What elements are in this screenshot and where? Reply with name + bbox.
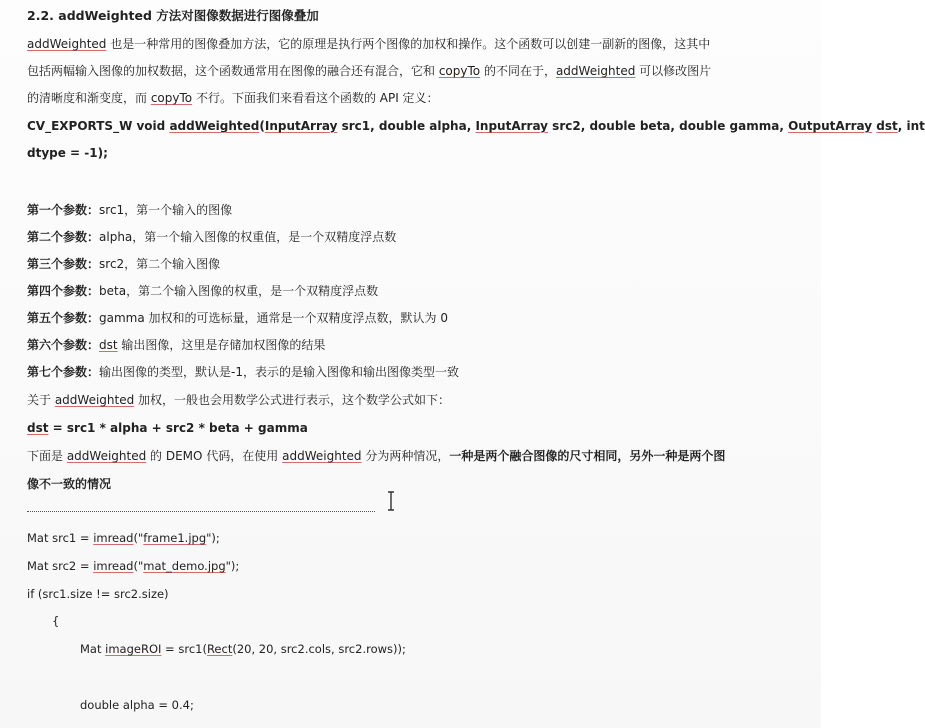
param-2 <box>27 229 396 245</box>
term-outputarray: OutputArray <box>788 119 873 133</box>
param-3 <box>27 256 220 272</box>
param-desc: alpha，第一个输入图像的权重值，是一个双精度浮点数 <box>99 230 397 244</box>
term-addweighted: addWeighted <box>282 449 362 463</box>
api-text: src2, double beta, double gamma, <box>548 119 789 133</box>
demo-intro-text: 的 DEMO 代码，在使用 <box>146 449 283 463</box>
code-text: = src1( <box>161 642 207 656</box>
param-desc: gamma 加权和的可选标量，通常是一个双精度浮点数，默认为 0 <box>99 311 448 325</box>
formula-intro-text: 关于 <box>27 393 55 407</box>
term-addweighted: addWeighted <box>27 37 107 51</box>
term-copyto: copyTo <box>150 91 193 105</box>
term-filename: mat_demo.jpg <box>143 559 226 573</box>
code-text: (20, 20, src2.cols, src2.rows)); <box>232 642 406 656</box>
formula <box>27 420 308 436</box>
param-label: 第三个参数： <box>27 257 100 271</box>
demo-intro-emphasis: 一种是两个融合图像的尺寸相同，另外一种是两个图 <box>449 449 726 463</box>
term-rect: Rect <box>206 642 233 656</box>
api-text: src1, double alpha, <box>337 119 476 133</box>
demo-intro-emphasis: 像不一致的情况 <box>27 477 112 491</box>
code-line-6 <box>80 697 194 713</box>
formula-text: = src1 * alpha + src2 * beta + gamma <box>48 421 308 435</box>
code-text: Mat src2 = <box>27 559 94 573</box>
term-imread: imread <box>93 531 134 545</box>
code-text: Mat src1 = <box>27 531 94 545</box>
param-7 <box>27 364 459 380</box>
term-addweighted: addWeighted <box>66 449 147 463</box>
code-text: (" <box>133 531 144 545</box>
term-dst: dst <box>876 119 898 133</box>
param-desc: beta，第二个输入图像的权重，是一个双精度浮点数 <box>99 284 379 298</box>
intro-line-3 <box>27 90 439 106</box>
code-line-1 <box>27 530 220 546</box>
code-text: double alpha = 0.4; <box>80 698 194 712</box>
intro-text: 可以修改图片 <box>635 64 712 78</box>
text-cursor-icon <box>386 491 396 511</box>
demo-intro-line-1 <box>27 448 725 464</box>
section-heading <box>27 8 319 24</box>
term-dst: dst <box>27 421 49 435</box>
code-line-3 <box>27 586 169 602</box>
param-4 <box>27 283 378 299</box>
term-filename: frame1.jpg <box>143 531 207 545</box>
demo-intro-text: 分为两种情况， <box>361 449 450 463</box>
demo-intro-line-2 <box>27 476 111 492</box>
param-1 <box>27 202 232 218</box>
intro-line-2 <box>27 63 711 79</box>
term-dst: dst <box>99 338 118 352</box>
param-desc: src1，第一个输入的图像 <box>99 203 233 217</box>
code-line-2 <box>27 558 239 574</box>
code-line-4 <box>52 613 59 629</box>
demo-intro-text: 下面是 <box>27 449 67 463</box>
api-text: dtype = -1); <box>27 146 108 160</box>
code-text: Mat <box>80 642 106 656</box>
code-line-5 <box>80 641 406 657</box>
param-6 <box>27 337 325 353</box>
param-label: 第六个参数： <box>27 338 100 352</box>
api-signature-line-1 <box>27 118 925 134</box>
intro-text: 不行。下面我们来看看这个函数的 API 定义： <box>192 91 439 105</box>
term-addweighted: addWeighted <box>555 64 636 78</box>
code-text: (" <box>133 559 144 573</box>
heading-number: 2.2. <box>27 8 54 23</box>
param-5 <box>27 310 448 326</box>
intro-text: 的清晰度和渐变度，而 <box>27 91 151 105</box>
param-label: 第四个参数： <box>27 284 100 298</box>
intro-line-1 <box>27 36 710 52</box>
heading-text: 方法对图像数据进行图像叠加 <box>151 8 319 23</box>
formula-intro-text: 加权，一般也会用数学公式进行表示，这个数学公式如下： <box>134 393 451 407</box>
param-label: 第五个参数： <box>27 311 100 325</box>
intro-text: 也是一种常用的图像叠加方法，它的原理是执行两个图像的加权和操作。这个函数可以创建一副新的图像，这其中 <box>106 37 711 51</box>
param-desc: 输出图像，这里是存储加权图像的结果 <box>117 338 326 352</box>
api-text: , int <box>897 119 925 133</box>
param-label: 第七个参数： <box>27 365 100 379</box>
formula-intro <box>27 392 450 408</box>
code-text: { <box>52 614 60 628</box>
param-label: 第二个参数： <box>27 230 100 244</box>
term-imageroi: imageROI <box>105 642 162 656</box>
api-signature-line-2 <box>27 145 108 161</box>
api-text: ( <box>259 119 265 133</box>
term-addweighted: addWeighted <box>169 119 260 133</box>
term-inputarray: InputArray <box>475 119 548 133</box>
param-label: 第一个参数： <box>27 203 100 217</box>
code-text: "); <box>225 559 240 573</box>
param-desc: 输出图像的类型，默认是-1，表示的是输入图像和输出图像类型一致 <box>99 365 459 379</box>
intro-text: 包括两幅输入图像的加权数据，这个函数通常用在图像的融合还有混合，它和 <box>27 64 439 78</box>
heading-term: addWeighted <box>58 8 152 23</box>
dotted-separator <box>27 511 375 512</box>
api-text: CV_EXPORTS_W void <box>27 119 170 133</box>
code-text: "); <box>206 531 220 545</box>
term-inputarray: InputArray <box>264 119 338 133</box>
term-imread: imread <box>93 559 134 573</box>
code-text: if (src1.size != src2.size) <box>27 587 169 601</box>
term-copyto: copyTo <box>438 64 481 78</box>
intro-text: 的不同在于， <box>480 64 556 78</box>
term-addweighted: addWeighted <box>54 393 135 407</box>
param-desc: src2，第二个输入图像 <box>99 257 221 271</box>
